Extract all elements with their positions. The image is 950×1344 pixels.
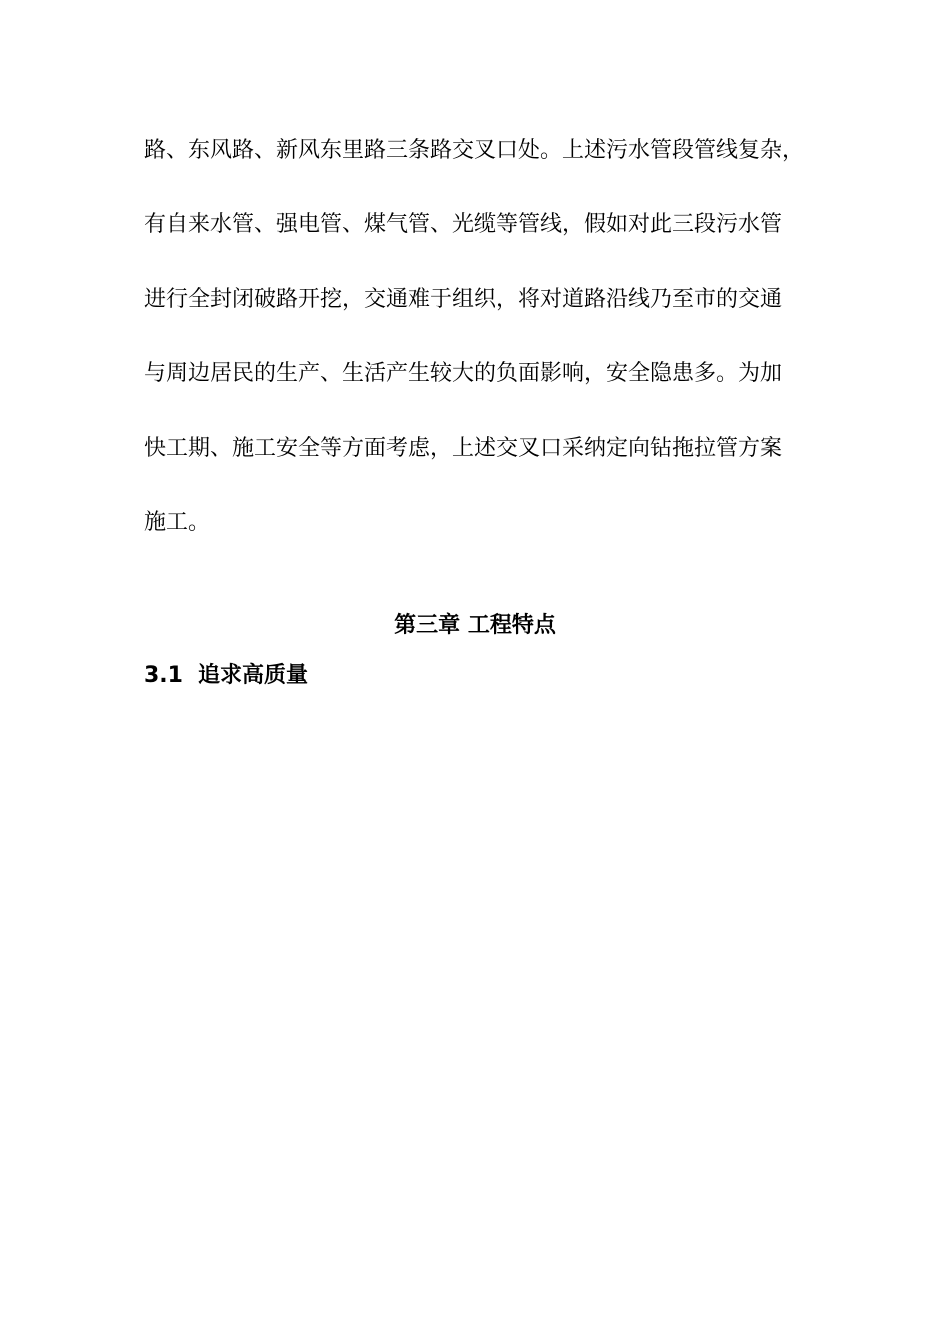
paragraph-line-3: 进行全封闭破路开挖，交通难于组织，将对道路沿线乃至市的交通 [144, 287, 783, 312]
section-heading [144, 661, 308, 691]
paragraph-line-1: 路、东风路、新风东里路三条路交叉口处。上述污水管段管线复杂， [144, 138, 805, 163]
chapter-title: 第三章 工程特点 [394, 613, 556, 638]
paragraph-line-5: 快工期、施工安全等方面考虑，上述交叉口采纳定向钻拖拉管方案 [144, 436, 783, 461]
paragraph-line-6: 施工。 [144, 510, 211, 535]
section-title: 追求高质量 [198, 663, 309, 688]
paragraph-line-4: 与周边居民的生产、生活产生较大的负面影响，安全隐患多。为加 [144, 361, 783, 386]
section-number: 3.1 [144, 663, 183, 688]
paragraph-line-2: 有自来水管、强电管、煤气管、光缆等管线，假如对此三段污水管 [144, 212, 783, 237]
